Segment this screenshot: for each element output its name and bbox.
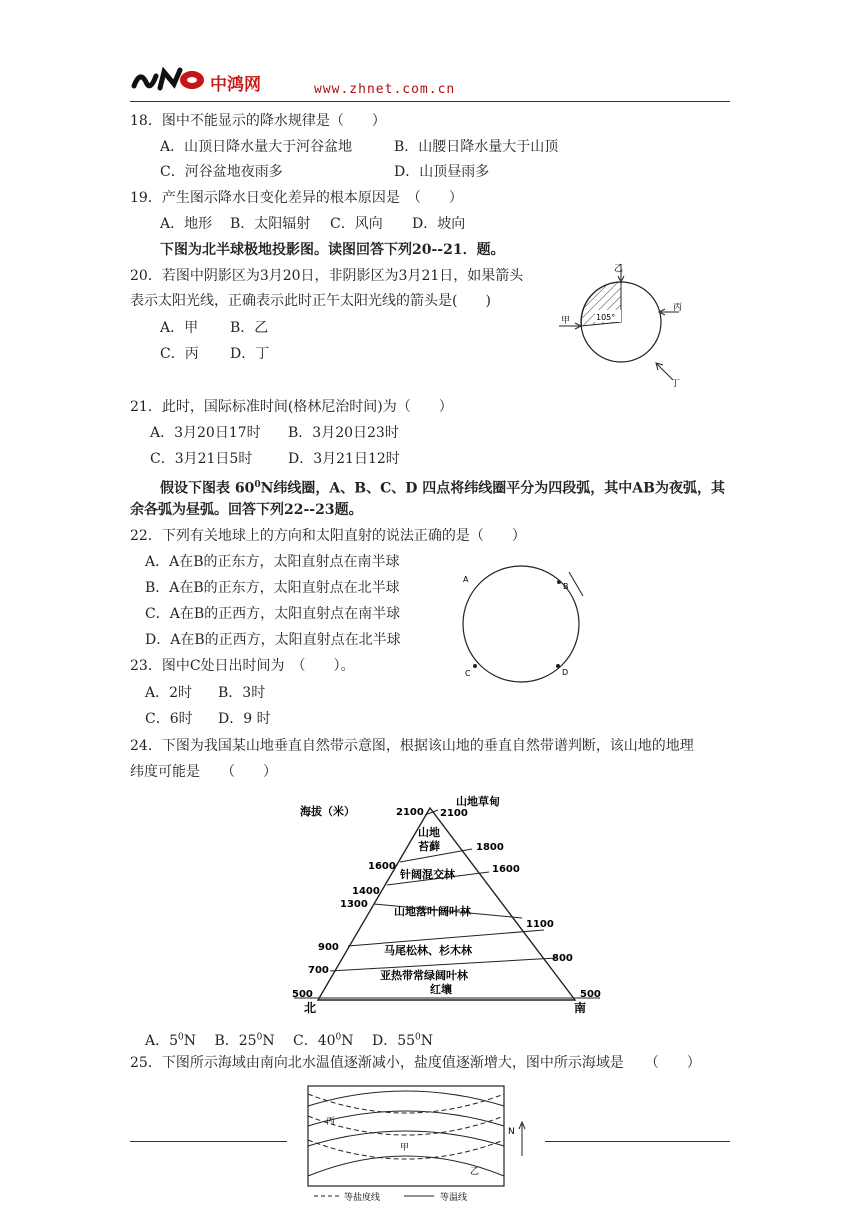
q18-stem: 18．图中不能显示的降水规律是（ ）: [130, 113, 386, 129]
q19-option-b[interactable]: B．太阳辐射: [230, 216, 311, 232]
q21-option-b[interactable]: B．3月20日23时: [288, 425, 399, 441]
brand-logo-icon: [130, 64, 210, 96]
vertical-zone-figure: [290, 790, 610, 1018]
right-tick-1600: 1600: [492, 864, 520, 875]
belt-6: 亚热带常绿阔叶林: [380, 969, 468, 982]
isoline-figure: [300, 1080, 540, 1206]
label-c: C: [465, 669, 471, 678]
intro-20-21: 下图为北半球极地投影图。读图回答下列20--21．题。: [160, 242, 505, 258]
q24-options: [145, 1028, 433, 1050]
q19-option-d[interactable]: D．坡向: [412, 216, 466, 232]
latitude-circle-figure: [455, 560, 595, 690]
q18-option-a[interactable]: A．山顶日降水量大于河谷盆地: [160, 139, 353, 155]
q23-option-d[interactable]: D．9 时: [218, 711, 271, 727]
right-tick-2100: 2100: [440, 808, 468, 819]
q21-option-a[interactable]: A．3月20日17时: [150, 425, 261, 441]
left-tick-900: 900: [318, 942, 339, 953]
q21-option-c[interactable]: C．3月21日5时: [150, 451, 253, 467]
belt-4: 山地落叶阔叶林: [394, 905, 471, 918]
right-tick-800: 800: [552, 953, 573, 964]
q24-stem-line1: 24．下图为我国某山地垂直自然带示意图，根据该山地的垂直自然带谱判断，该山地的地理: [130, 738, 694, 754]
header-rule: [130, 101, 730, 102]
left-tick-700: 700: [308, 965, 329, 976]
q18-option-d[interactable]: D．山顶昼雨多: [394, 164, 490, 180]
arrow-ding: [657, 364, 673, 380]
point-c: [473, 664, 477, 668]
brand-name: 中鸿网: [210, 75, 261, 95]
right-tick-1800: 1800: [476, 842, 504, 853]
altitude-axis-label: 海拔（米）: [300, 805, 355, 818]
belt-3: 针阔混交林: [400, 868, 455, 881]
q21-stem: 21．此时，国际标准时间(格林尼治时间)为（ ）: [130, 399, 453, 415]
left-tick-1400: 1400: [352, 886, 380, 897]
belt-7: 红壤: [430, 983, 452, 996]
left-tick-1600: 1600: [368, 861, 396, 872]
q24-option-c[interactable]: C．$40^0N$: [293, 1032, 354, 1049]
q22-option-c[interactable]: C．A在B的正西方，太阳直射点在南半球: [145, 606, 401, 622]
site-url[interactable]: www.zhnet.com.cn: [314, 82, 456, 97]
belt-2b: 苔藓: [418, 840, 440, 853]
polar-projection-figure: [555, 260, 690, 390]
q23-stem: 23．图中C处日出时间为 （ ）。: [130, 658, 355, 674]
label-a: A: [463, 575, 469, 584]
direction-arrow: [569, 572, 583, 596]
left-tick-1300: 1300: [340, 899, 368, 910]
label-b: B: [563, 582, 569, 591]
point-b: [557, 580, 561, 584]
belt-2a: 山地: [418, 826, 440, 839]
intro-22-23-line1: 假设下图表 $60^0N$纬线圈，A、B、C、D 四点将纬线圈平分为四段弧，其中AB为夜弧，其: [160, 480, 725, 497]
south-label: 南: [574, 1001, 587, 1015]
q24-option-d[interactable]: D．$55^0N$: [371, 1032, 434, 1049]
intro-22-23-line2: 余各弧为昼弧。回答下列22--23题。: [130, 502, 363, 518]
q20-option-d[interactable]: D．丁: [230, 346, 270, 362]
north-label: 北: [304, 1001, 317, 1015]
label-bing: 丙: [326, 1117, 336, 1127]
legend-salinity: 等盐度线: [344, 1193, 381, 1203]
q25-stem: 25．下图所示海域由南向北水温值逐渐减小，盐度值逐渐增大，图中所示海域是 （ ）: [130, 1055, 701, 1071]
label-yi: 乙: [470, 1167, 480, 1177]
q23-option-c[interactable]: C．6时: [145, 711, 193, 727]
label-jia: 甲: [400, 1143, 410, 1153]
q24-stem-line2: 纬度可能是 （ ）: [130, 764, 277, 780]
q20-stem-line2: 表示太阳光线，正确表示此时正午太阳光线的箭头是( ): [130, 293, 491, 309]
right-tick-500: 500: [580, 989, 601, 1000]
north-label: N: [508, 1127, 515, 1137]
q20-option-c[interactable]: C．丙: [160, 346, 199, 362]
q23-option-b[interactable]: B．3时: [218, 685, 266, 701]
q23-option-a[interactable]: A．2时: [145, 685, 193, 701]
label-ding: 丁: [671, 379, 681, 389]
q24-option-b[interactable]: B．$25^0N$: [214, 1032, 275, 1049]
q20-option-b[interactable]: B．乙: [230, 320, 269, 336]
angle-label: 105°: [596, 313, 616, 322]
left-tick-500: 500: [292, 989, 313, 1000]
right-tick-1100: 1100: [526, 919, 554, 930]
label-yi: 乙: [614, 264, 624, 274]
legend-temperature: 等温线: [440, 1193, 468, 1203]
left-tick-2100: 2100: [396, 807, 424, 818]
q21-option-d[interactable]: D．3月21日12时: [288, 451, 400, 467]
q20-option-a[interactable]: A．甲: [160, 320, 199, 336]
q22-option-a[interactable]: A．A在B的正东方，太阳直射点在南半球: [145, 554, 400, 570]
label-d: D: [562, 668, 569, 677]
label-bing: 丙: [673, 303, 683, 313]
q22-stem: 22．下列有关地球上的方向和太阳直射的说法正确的是（ ）: [130, 528, 526, 544]
q19-option-c[interactable]: C．风向: [330, 216, 383, 232]
point-d: [556, 664, 560, 668]
q18-option-c[interactable]: C．河谷盆地夜雨多: [160, 164, 283, 180]
belt-1: 山地草甸: [456, 795, 500, 808]
q18-option-b[interactable]: B．山腰日降水量大于山顶: [394, 139, 559, 155]
footer-rule-right: [545, 1141, 730, 1142]
q20-stem-line1: 20．若图中阴影区为3月20日，非阴影区为3月21日，如果箭头: [130, 268, 524, 284]
q24-option-a[interactable]: A．$5^0N$: [145, 1032, 197, 1049]
q22-option-b[interactable]: B．A在B的正东方，太阳直射点在北半球: [145, 580, 400, 596]
label-jia: 甲: [561, 316, 571, 326]
q19-stem: 19．产生图示降水日变化差异的根本原因是 （ ）: [130, 190, 463, 206]
belt-5: 马尾松林、杉木林: [384, 944, 472, 957]
q22-option-d[interactable]: D．A在B的正西方，太阳直射点在北半球: [145, 632, 401, 648]
q19-option-a[interactable]: A．地形: [160, 216, 213, 232]
footer-rule-left: [130, 1141, 287, 1142]
